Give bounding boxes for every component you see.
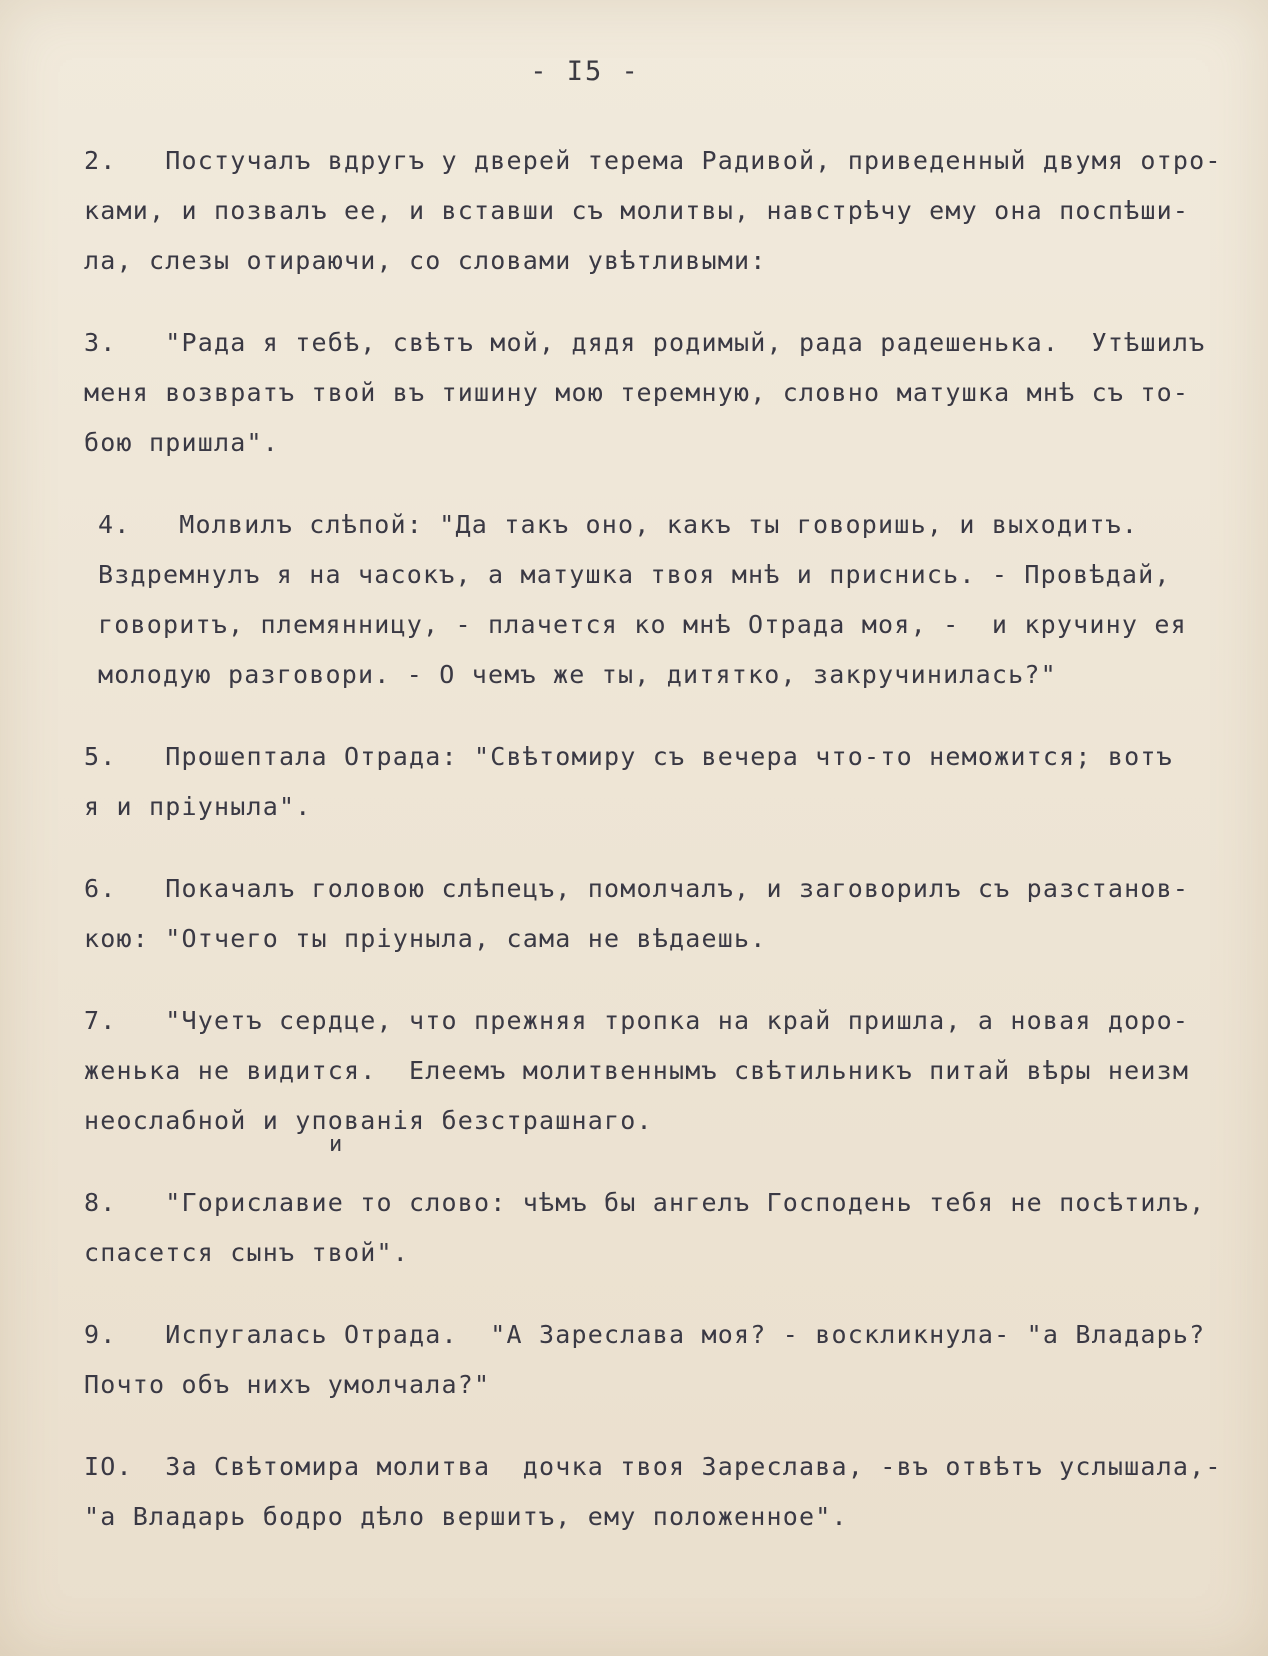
text-line: бою пришла". [84,428,280,457]
paragraph-6 [84,864,1249,964]
text-line: меня возвратъ твой въ тишину мою теремную, словно матушка мнѣ съ то- [84,378,1190,407]
page-number: - I5 - [530,56,640,87]
paragraph-9 [84,1310,1249,1410]
text-line: говоритъ, племянницу, - плачется ко мнѣ Отрада моя, - и кручину ея [98,610,1187,639]
paragraph-7 [84,996,1249,1146]
text-line: молодую разговори. - О чемъ же ты, дитятко, закручинилась?" [98,660,1057,689]
text-line: 4. Молвилъ слѣпой: "Да такъ оно, какъ ты говоришь, и выходитъ. [98,510,1139,539]
document-body [84,136,1249,1574]
text-line: кою: "Отчего ты пріуныла, сама не вѣдаешь. [84,924,767,953]
paragraph-5 [84,732,1249,832]
paragraph-8 [84,1178,1249,1278]
paragraph-2 [84,136,1249,286]
paragraph-4 [84,500,1249,700]
text-line: я и пріуныла". [84,792,312,821]
text-line: 9. Испугалась Отрада. "А Зареслава моя? - воскликнула- "а Владарь? [84,1320,1206,1349]
text-line: ла, слезы отираючи, со словами увѣтливыми: [84,246,767,275]
text-line: Вздремнулъ я на часокъ, а матушка твоя мнѣ и приснись. - Провѣдай, [98,560,1171,589]
text-line: "а Владарь бодро дѣло вершитъ, ему положенное". [84,1502,848,1531]
text-line: 7. "Чуетъ сердце, что прежняя тропка на край пришла, а новая доро- [84,1006,1190,1035]
text-line: женька не видится. Елеемъ молитвеннымъ свѣтильникъ питай вѣры неизм [84,1056,1190,1085]
text-line: 5. Прошептала Отрада: "Свѣтомиру съ вечера что-то неможится; вотъ [84,742,1173,771]
paragraph-10 [84,1442,1249,1542]
text-line: 8. "Гориславие то слово: чѣмъ бы ангелъ Господень тебя не посѣтилъ, [84,1188,1206,1217]
text-line: 3. "Рада я тебѣ, свѣтъ мой, дядя родимый, рада радешенька. Утѣшилъ [84,328,1206,357]
text-line: ками, и позвалъ ее, и вставши съ молитвы, навстрѣчу ему она поспѣши- [84,196,1190,225]
text-line: Почто объ нихъ умолчала?" [84,1370,491,1399]
text-line: 6. Покачалъ головою слѣпецъ, помолчалъ, и заговорилъ съ разстанов- [84,874,1190,903]
text-line: IO. За Свѣтомира молитва дочка твоя Зареслава, -въ отвѣтъ услышала,- [84,1452,1222,1481]
text-line: спасется сынъ твой". [84,1238,410,1267]
handwritten-insert: и [329,1132,343,1157]
text-line: 2. Постучалъ вдругъ у дверей терема Радивой, приведенный двумя отро- [84,146,1222,175]
paragraph-3 [84,318,1249,468]
text-line: неослабной и упованія безстрашнаго. [84,1106,653,1135]
